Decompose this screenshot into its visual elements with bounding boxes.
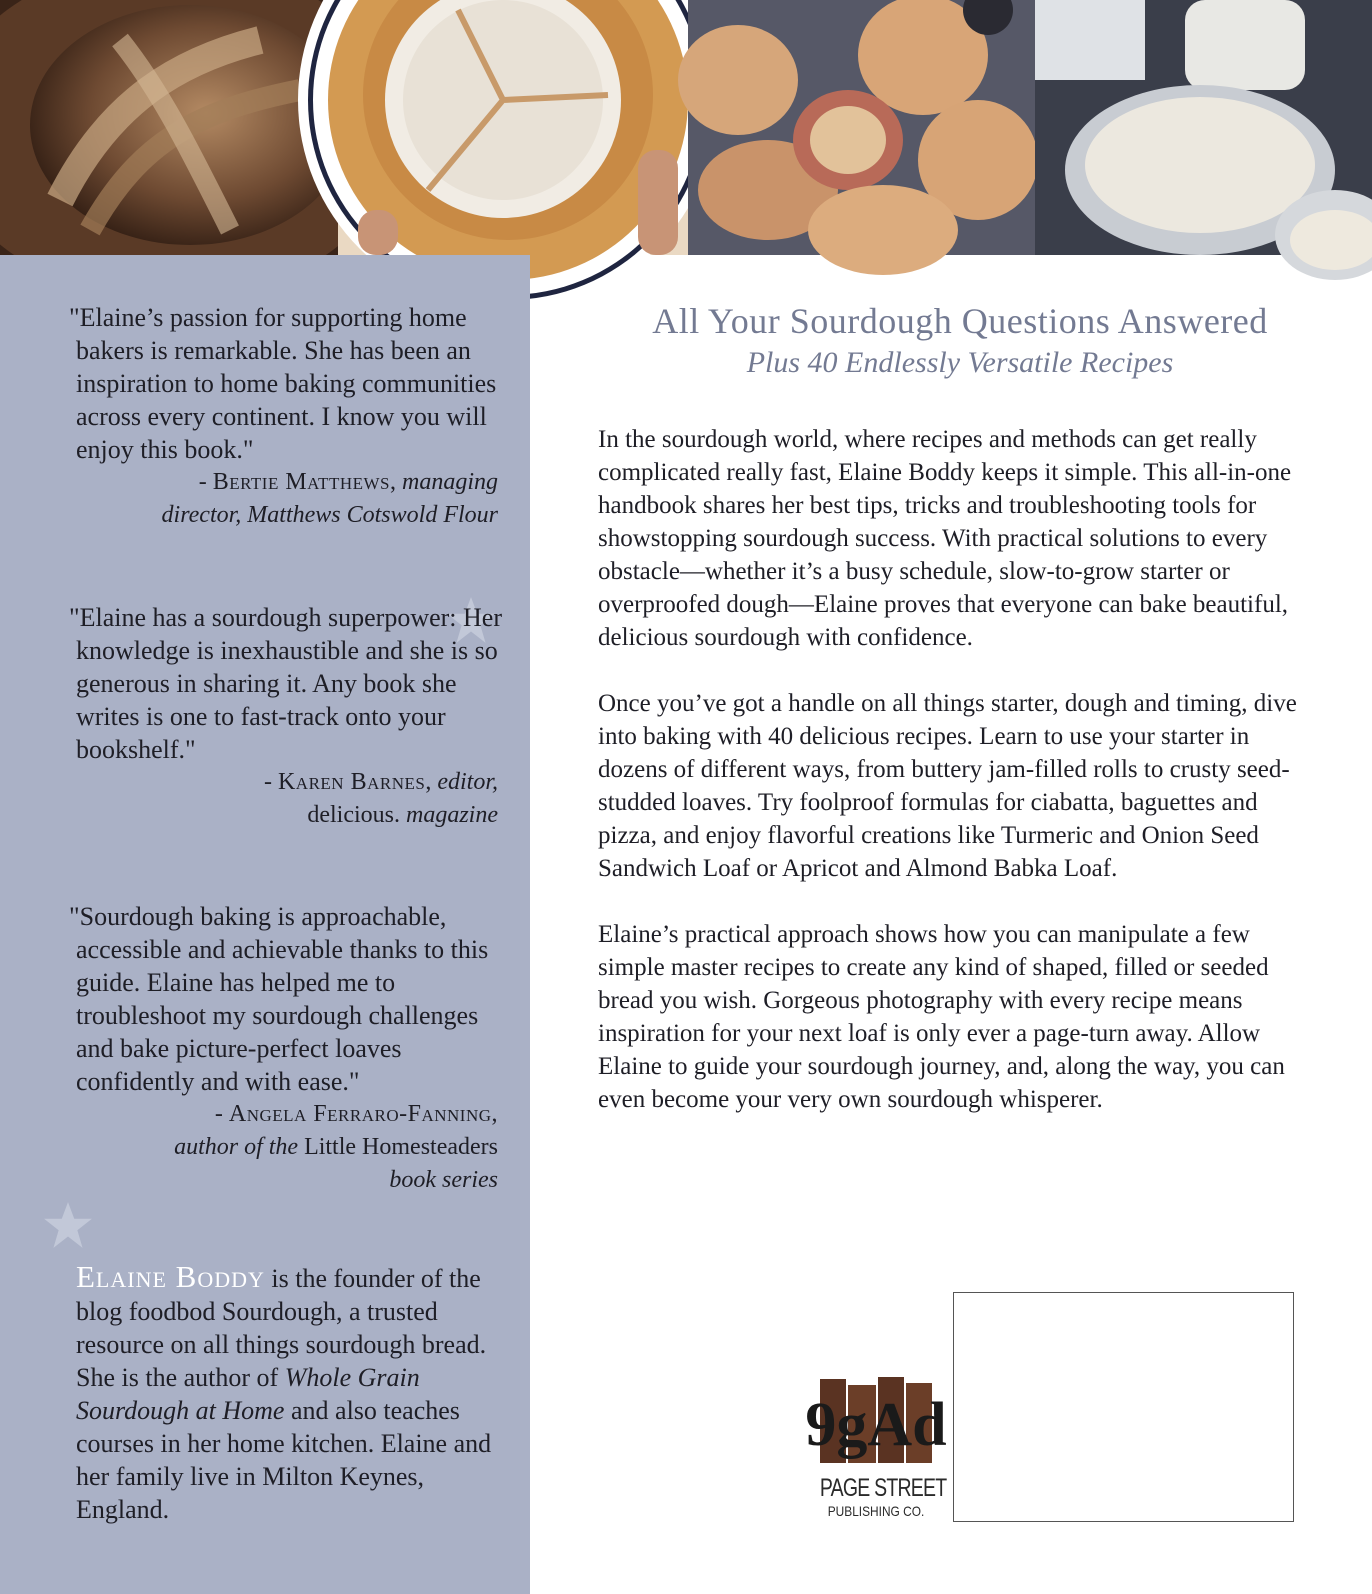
endorsements-panel (0, 255, 530, 1594)
description-paragraph: Once you’ve got a handle on all things starter, dough and timing, dive into baking with 40 delicious recipes. Learn to use your starter in dozens of different ways, from buttery jam-filled rolls to crusty seed-studded loaves. Try foolproof formulas for ciabatta, baguettes and pizza, and enjoy flavorful creations like Turmeric and Onion Seed Sandwich Loaf or Apricot and Almond Babka Loaf. (598, 690, 1297, 882)
quote-author: Bertie Matthews (212, 469, 390, 495)
publisher-sub: PUBLISHING CO. (827, 1503, 925, 1519)
quote-author: Angela Ferraro-Fanning, (228, 1101, 498, 1127)
quote-role: book series (389, 1167, 498, 1193)
author-name: Elaine Boddy (76, 1259, 265, 1294)
quote-role: managing (402, 469, 498, 495)
sugared-rolls-photo (688, 0, 1035, 255)
subheadline: Plus 40 Endlessly Versatile Recipes (746, 346, 1174, 379)
quote-role: magazine (406, 802, 498, 828)
starter-jars-photo (1035, 0, 1372, 255)
quote-role: Little Homesteaders (304, 1134, 498, 1160)
publisher-name: PAGE STREET (819, 1474, 947, 1502)
quote-role: editor, (437, 769, 498, 795)
quote-role: delicious. (307, 802, 400, 828)
quote-text: "Sourdough baking is approachable, accessible and achievable thanks to this guide. Elaine has helped me to troubleshoot my sourdough challenges and bake picture-perfect loaves confidently and with ease." (69, 902, 489, 1096)
author-bio (76, 1260, 516, 1526)
photo-strip (0, 0, 1372, 255)
quote-attribution (68, 1098, 508, 1197)
bio-text: is the founder of the blog foodbod Sourdough, a trusted resource on all things sourdough bread. She is the author of (76, 1264, 487, 1392)
barcode-area (953, 1292, 1294, 1522)
scored-round-loaf-photo (338, 0, 688, 255)
bio-text: and also teaches courses in her home kitchen. Elaine and her family live in Milton Keynes, England. (76, 1396, 492, 1524)
description-paragraph: Elaine’s practical approach shows how you can manipulate a few simple master recipes to create any kind of shaped, filled or seeded bread you wish. Gorgeous photography with every recipe means inspiration for your next loaf is only ever a page-turn away. Allow Elaine to guide your sourdough journey, and, along the way, you can even become your very own sourdough whisperer. (598, 921, 1285, 1113)
endorsement-quote (68, 301, 508, 532)
publisher-logo (805, 1375, 947, 1525)
quote-attribution: - Bertie Matthews, managing director, Matthews Cotswold Flour (161, 469, 498, 528)
attribution-dash: - (198, 469, 213, 495)
endorsement-quote (68, 900, 508, 1197)
attribution-dash: - (214, 1101, 229, 1127)
quote-role: director, Matthews Cotswold Flour (161, 502, 498, 528)
description-paragraph: In the sourdough world, where recipes and methods can get really complicated really fast, Elaine Boddy keeps it simple. This all-in-one handbook shares her best tips, tricks and troubleshooting tools for showstopping sourdough success. With practical solutions to every obstacle—whether it’s a busy schedule, slow-to-grow starter or overproofed dough—Elaine proves that everyone can bake beautiful, delicious sourdough with confidence. (598, 426, 1292, 651)
letterpress-blocks-icon (805, 1375, 947, 1467)
quote-author: Karen Barnes (277, 769, 426, 795)
quote-text: "Elaine has a sourdough superpower: Her knowledge is inexhaustible and she is so generous in sharing it. Any book she writes is one to fast-track onto your bookshelf." (69, 603, 502, 764)
star-icon (42, 1200, 94, 1250)
braided-loaf-photo (0, 0, 338, 255)
headline: All Your Sourdough Questions Answered (652, 301, 1268, 341)
description (598, 423, 1298, 1149)
book-title: Whole Grain Sourdough at Home (76, 1363, 420, 1425)
endorsement-quote (68, 601, 508, 832)
svg-text:9gAd: 9gAd (805, 1391, 947, 1459)
quote-attribution: - Karen Barnes, editor, delicious. magazine (263, 769, 498, 828)
attribution-dash: - (263, 769, 278, 795)
quote-text: "Elaine’s passion for supporting home bakers is remarkable. She has been an inspiration to home baking communities across every continent. I know you will enjoy this book." (69, 303, 497, 464)
quote-role: author of the (174, 1134, 299, 1160)
